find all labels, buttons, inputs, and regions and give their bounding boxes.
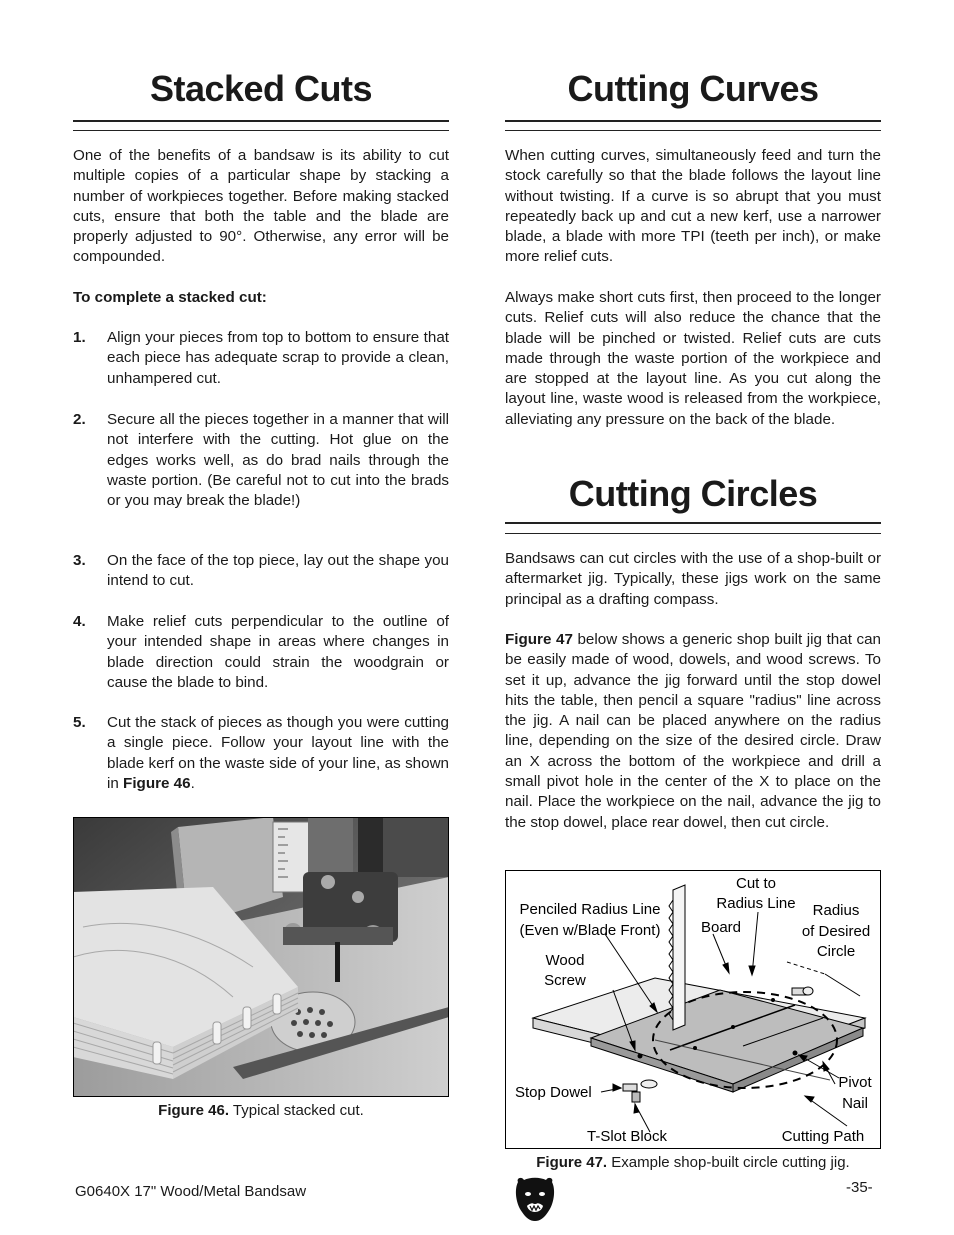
figure-47-diagram xyxy=(505,870,881,1150)
figure-46-caption xyxy=(73,1102,449,1119)
step-text-part: Cut the stack of pieces as though you were cutting a single piece. Follow your layout line with the blade kerf on the waste side of your line, as shown in xyxy=(107,714,449,792)
cutting-curves-paragraph-1: When cutting curves, simultaneously feed and turn the stock carefully so that the blade follows the layout line without twisting. If a curve is so abrupt that you must repeatedly back up and cut a new kerf, use a narrower blade, a blade with more TPI (teeth per inch), or make more relief cuts. xyxy=(505,147,881,266)
title-rule-bottom xyxy=(505,533,881,534)
footer-model: G0640X 17" Wood/Metal Bandsaw xyxy=(75,1183,307,1200)
callout-nail: Nail xyxy=(842,1095,868,1112)
section-title-cutting-curves: Cutting Curves xyxy=(567,68,819,109)
callout-cut-to: Cut to xyxy=(735,875,777,892)
figure-reference: Figure 47 xyxy=(505,631,573,648)
cutting-circles-paragraph-1: Bandsaws can cut circles with the use of a shop-built or aftermarket jig. Typically, these jigs work on the same principal as a drafting compass. xyxy=(505,550,881,608)
step-text-part: . xyxy=(190,774,195,792)
step-number: 4. xyxy=(73,613,86,630)
figure-46-photo xyxy=(73,817,449,1097)
title-rule-bottom xyxy=(505,130,881,131)
figure-label: Figure 46. xyxy=(158,1102,230,1119)
step-text: Make relief cuts perpendicular to the outline of your intended shape in areas where changes in blade direction could strain the woodgrain or cause the blade to bind. xyxy=(107,613,449,691)
callout-wood: Wood xyxy=(545,952,585,969)
step-number: 5. xyxy=(73,714,86,731)
callout-circle: Circle xyxy=(816,943,856,960)
step-number: 3. xyxy=(73,552,86,569)
figure-label: Figure 47. xyxy=(536,1154,608,1171)
callout-cutting-path: Cutting Path xyxy=(781,1128,865,1145)
figure-caption-text: Typical stacked cut. xyxy=(232,1102,364,1119)
title-rule-top xyxy=(73,120,449,122)
title-rule-top xyxy=(505,522,881,524)
step-number: 2. xyxy=(73,411,86,428)
title-rule-top xyxy=(505,120,881,122)
cutting-circles-paragraph-2 xyxy=(505,630,881,833)
stacked-cuts-intro: One of the benefits of a bandsaw is its ability to cut multiple copies of a particular shape by stacking a number of workpieces together. Before making stacked cuts, ensure that both the table and the blade are properly adjusted to 90°. Otherwise, any error will be compounded. xyxy=(73,147,449,266)
step-text: On the face of the top piece, lay out the shape you intend to cut. xyxy=(107,552,449,590)
title-rule-bottom xyxy=(73,130,449,131)
step-text: Secure all the pieces together in a manner that will not interfere with the cutting. Hot glue on the edges works well, as do brad nails through the waste portion. (Be careful not to cut into the brads or you may break the blade!) xyxy=(107,411,449,510)
callout-penciled-radius-line: Penciled Radius Line xyxy=(519,901,661,918)
cutting-curves-paragraph-2: Always make short cuts first, then proceed to the longer cuts. Relief cuts will also reduce the chance that the blade will be pinched or twisted. Relief cuts are cuts made through the waste portion of the workpiece and are stopped at the layout line. As you cut along the layout line, waste wood is released from the workpiece, alleviating any pressure on the back of the blade. xyxy=(505,289,881,428)
figure-47-caption xyxy=(505,1154,881,1171)
callout-radius: Radius xyxy=(812,902,860,919)
section-title-stacked-cuts: Stacked Cuts xyxy=(149,68,373,109)
step-text xyxy=(107,713,449,794)
step-number: 1. xyxy=(73,329,86,346)
figure-caption-text: Example shop-built circle cutting jig. xyxy=(611,1154,850,1171)
paragraph-text: below shows a generic shop built jig that can be easily made of wood, dowels, and wood screws. To set it up, advance the jig forward until the stop dowel hits the table, then pencil a square "radius" line across the jig. A nail can be placed anywhere on the radius line, depending on the size of the desired circle. Draw an X across the bottom of the workpiece and drill a small pivot hole in the center of the X to place on the nail. Place the workpiece on the nail, advance the jig to the stop dowel, place rear dowel, then cut circle. xyxy=(505,631,881,831)
callout-board: Board xyxy=(700,919,742,936)
step-text: Align your pieces from top to bottom to ensure that each piece has adequate scrap to provide a clean, unhampered cut. xyxy=(107,329,449,387)
section-title-cutting-circles: Cutting Circles xyxy=(568,473,818,514)
grizzly-bear-logo-icon xyxy=(514,1176,556,1222)
callout-screw: Screw xyxy=(544,972,586,989)
callout-penciled-radius-line-note: (Even w/Blade Front) xyxy=(519,922,661,939)
footer-page-number: -35- xyxy=(846,1179,873,1196)
callout-t-slot-block: T-Slot Block xyxy=(586,1128,668,1145)
figure-reference: Figure 46 xyxy=(123,774,191,792)
callout-of-desired: of Desired xyxy=(801,923,871,940)
callout-pivot: Pivot xyxy=(838,1074,872,1091)
procedure-heading: To complete a stacked cut: xyxy=(73,289,267,306)
callout-stop-dowel: Stop Dowel xyxy=(515,1084,592,1101)
callout-radius-line: Radius Line xyxy=(716,895,796,912)
